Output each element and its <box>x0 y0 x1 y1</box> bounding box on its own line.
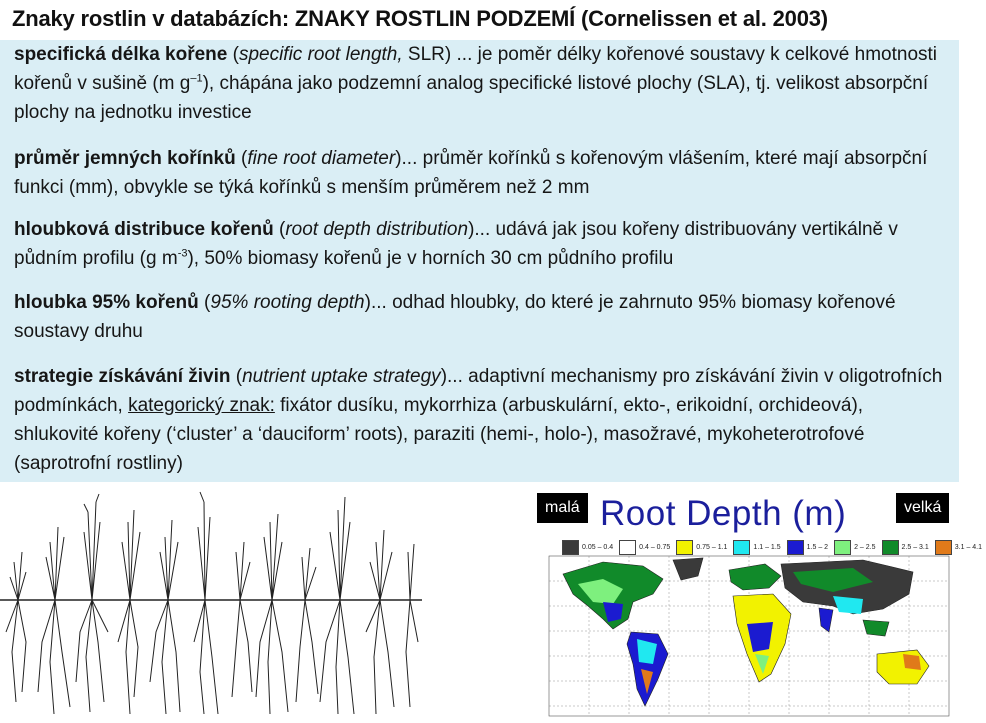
term-d95: hloubka 95% kořenů <box>14 292 199 313</box>
latin-srl: specific root length, <box>238 44 403 65</box>
legend-swatch <box>935 540 952 555</box>
term-srl: specifická délka kořene <box>14 44 228 65</box>
text-srl-2: ), chápána jako podzemní analog specifické listové plochy (SLA), tj. velikost absorpční plochy na jednotku investice <box>14 73 929 123</box>
paren: ( <box>227 44 239 65</box>
legend-swatch <box>619 540 636 555</box>
legend-label: 3.1 – 4.1 <box>954 544 983 551</box>
paragraph-rdd <box>14 215 944 273</box>
legend-label: 0.05 – 0.4 <box>582 544 614 551</box>
term-nus: strategie získávání živin <box>14 366 231 387</box>
legend-swatch <box>733 540 750 555</box>
paren: ( <box>273 219 286 240</box>
sup-rdd: -3 <box>177 247 188 260</box>
latin-d95: 95% rooting depth <box>210 292 365 313</box>
legend-swatch <box>787 540 804 555</box>
legend-swatch <box>676 540 693 555</box>
text-rdd-1: )... udává jak jsou kořeny distribuovány vertikálně v půdním profilu (g m <box>14 219 898 269</box>
legend-label: 1.5 – 2 <box>806 544 829 551</box>
legend-swatch <box>882 540 899 555</box>
text-nus-2: fixátor dusíku, mykorrhiza (arbuskulární, ekto-, erikoidní, orchideová), shlukovité kořeny (‘cluster’ a ‘dauciform’ roots), paraziti (hemi-, holo-), masožravé, mykoheterotrofové (saprotrofní rostliny) <box>14 395 865 474</box>
legend-swatch <box>834 540 851 555</box>
legend-item <box>562 540 613 555</box>
legend-label: 0.4 – 0.75 <box>639 544 671 551</box>
legend-item <box>676 540 727 555</box>
paragraph-d95 <box>14 288 944 346</box>
map-legend <box>562 540 986 555</box>
badge-large: velká <box>896 493 949 523</box>
slide-title: Znaky rostlin v databázích: ZNAKY ROSTLIN PODZEMÍ (Cornelissen et al. 2003) <box>12 6 828 31</box>
term-frd: průměr jemných kořínků <box>14 148 236 169</box>
legend-swatch <box>562 540 579 555</box>
legend-label: 1.1 – 1.5 <box>753 544 781 551</box>
root-systems-illustration <box>0 482 422 718</box>
legend-item <box>935 540 982 555</box>
paragraph-srl <box>14 40 944 127</box>
paren: ( <box>235 148 248 169</box>
paragraph-frd <box>14 144 944 202</box>
abbr-srl: SLR) <box>402 44 452 65</box>
root-systems-drawing <box>0 482 422 718</box>
latin-frd: fine root diameter <box>247 148 396 169</box>
latin-nus: nutrient uptake strategy <box>242 366 441 387</box>
legend-item <box>733 540 780 555</box>
legend-label: 0.75 – 1.1 <box>696 544 728 551</box>
text-srl-1: ... je poměr délky kořenové soustavy k celkové hmotnosti kořenů v sušině (m g <box>14 44 938 94</box>
legend-item <box>619 540 670 555</box>
legend-label: 2 – 2.5 <box>854 544 876 551</box>
text-rdd-2: ), 50% biomasy kořenů je v horních 30 cm půdního profilu <box>187 248 674 269</box>
term-rdd: hloubková distribuce kořenů <box>14 219 274 240</box>
sup-srl: –1 <box>190 72 203 85</box>
legend-item <box>787 540 828 555</box>
legend-item <box>834 540 875 555</box>
legend-label: 2.5 – 3.1 <box>901 544 929 551</box>
text-nus-underlined: kategorický znak: <box>128 395 275 416</box>
text-frd: )... průměr kořínků s kořenovým vlášením, které mají absorpční funkci (mm), obvykle se týká kořínků s menším průměrem než 2 mm <box>14 148 928 198</box>
map-title: Root Depth (m) <box>600 494 847 533</box>
paren: ( <box>198 292 211 313</box>
text-d95: )... odhad hloubky, do které je zahrnuto 95% biomasy kořenové soustavy druhu <box>14 292 896 342</box>
text-nus-1: )... adaptivní mechanismy pro získávání živin v oligotrofních podmínkách, <box>14 366 943 416</box>
legend-item <box>882 540 929 555</box>
paragraph-nus <box>14 362 944 478</box>
latin-rdd: root depth distribution <box>285 219 469 240</box>
badge-small: malá <box>537 493 588 523</box>
paren: ( <box>230 366 243 387</box>
